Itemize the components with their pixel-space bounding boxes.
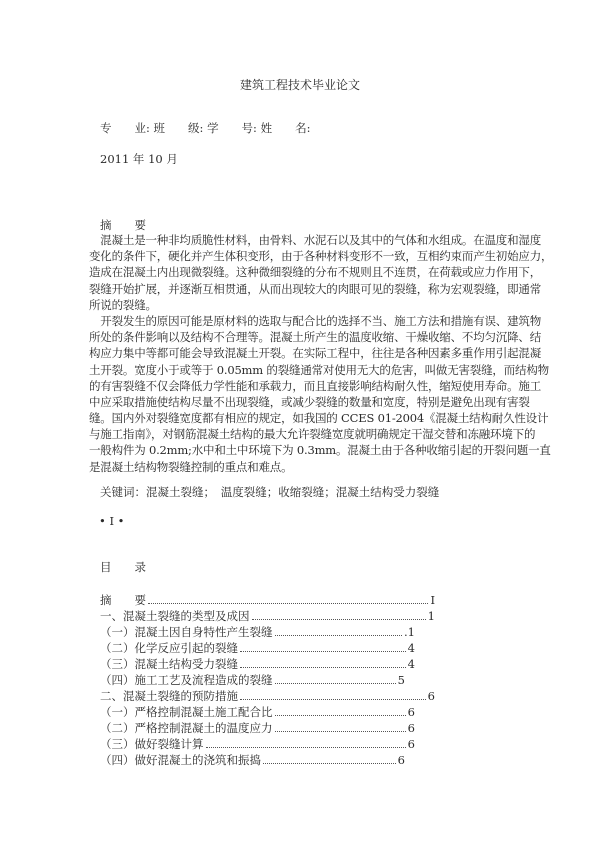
abstract-line: 一般构件为 0.2mm;水中和土中环境下为 0.3mm。混凝土由于各种收缩引起的开裂问题一直: [89, 443, 551, 458]
toc-entry[interactable]: [100, 592, 435, 608]
student-info: [100, 120, 310, 136]
toc-entry-page: 6: [407, 705, 415, 719]
toc-entry-label: （三）混凝土结构受力裂缝: [100, 657, 238, 671]
toc-entry[interactable]: [100, 608, 435, 624]
abstract-line: 混凝土是一种非均质脆性材料，由骨料、水泥石以及其中的气体和水组成。在温度和湿度: [89, 233, 541, 247]
abstract-line: 土开裂。宽度小于或等于 0.05mm 的裂缝通常对使用无大的危害，叫做无害裂缝，而结构物: [89, 362, 549, 377]
class-label: 班 级:: [153, 121, 204, 135]
toc-leader-dots: [275, 721, 406, 732]
toc-entry-page: 6: [427, 689, 435, 703]
toc-leader-dots: [148, 593, 428, 604]
toc-leader-dots: [240, 657, 406, 668]
toc-entry-label: 摘 要: [100, 593, 146, 607]
table-of-contents: [100, 592, 440, 768]
toc-entry-label: 一、混凝土裂缝的类型及成因: [100, 609, 250, 623]
toc-entry[interactable]: [100, 752, 405, 768]
abstract-line: 与施工指南》，对钢筋混凝土结构的最大允许裂缝宽度就明确规定干湿交替和冻融环境下的: [89, 427, 536, 442]
toc-entry-page: 1: [427, 609, 435, 623]
abstract-line: 构应力集中等都可能会导致混凝土开裂。在实际工程中，往往是各种因素多重作用引起混凝: [89, 346, 541, 361]
toc-entry[interactable]: [100, 688, 435, 704]
toc-entry[interactable]: [100, 736, 415, 752]
toc-entry-page: 4: [407, 641, 415, 655]
toc-entry-page: I: [430, 593, 435, 607]
toc-entry-page: 6: [407, 737, 415, 751]
toc-entry[interactable]: [100, 656, 415, 672]
keywords: 关键词：混凝土裂缝； 温度裂缝；收缩裂缝；混凝土结构受力裂缝: [100, 485, 440, 499]
toc-entry-label: （四）做好混凝土的浇筑和振捣: [100, 753, 261, 767]
toc-leader-dots: [275, 705, 406, 716]
abstract-line: 缝。国内外对裂缝宽度都有相应的规定，如我国的 CCES 01-2004《混凝土结构耐久性设计: [89, 411, 549, 426]
abstract-line: 是混凝土结构物裂缝控制的重点和难点。: [89, 459, 293, 474]
toc-entry-page: 4: [407, 657, 415, 671]
abstract-line: 所说的裂缝。: [89, 297, 157, 312]
abstract-line: 裂缝开始扩展，并逐渐互相贯通，从而出现较大的肉眼可见的裂缝，称为宏观裂缝，即通常: [89, 281, 541, 296]
abstract-line: 开裂发生的原因可能是原材料的选取与配合比的选择不当、施工方法和措施有误、建筑物: [89, 313, 541, 328]
abstract-body: [89, 232, 553, 475]
major-label: 专 业:: [100, 121, 150, 135]
toc-entry-page: 6: [397, 753, 405, 767]
toc-leader-dots: [263, 753, 396, 764]
toc-leader-dots: [252, 609, 426, 620]
toc-leader-dots: [206, 737, 406, 748]
toc-entry-page: 5: [397, 673, 405, 687]
toc-entry-page: .1: [404, 625, 415, 639]
toc-entry[interactable]: [100, 704, 415, 720]
document-title: 建筑工程技术毕业论文: [239, 78, 360, 92]
toc-leader-dots: [275, 673, 396, 684]
toc-entry[interactable]: [100, 720, 415, 736]
toc-leader-dots: [275, 625, 403, 636]
toc-entry-label: （四）施工工艺及流程造成的裂缝: [100, 673, 273, 687]
name-label: 姓 名:: [260, 121, 311, 135]
toc-leader-dots: [240, 689, 426, 700]
date: 2011 年 10 月: [100, 152, 178, 166]
abstract-line: 所处的条件影响以及结构不合理等。混凝土所产生的温度收缩、干燥收缩、不均匀沉降、结: [89, 330, 541, 345]
toc-entry-label: （一）混凝土因自身特性产生裂缝: [100, 625, 273, 639]
abstract-heading: 摘 要: [100, 218, 146, 232]
toc-entry-label: （一）严格控制混凝土施工配合比: [100, 705, 273, 719]
toc-entry[interactable]: [100, 624, 415, 640]
toc-entry-page: 6: [407, 721, 415, 735]
student-id-label: 学 号:: [207, 121, 257, 135]
page-number: • I •: [99, 514, 125, 528]
abstract-line: 中应采取措施使结构尽量不出现裂缝，或减少裂缝的数量和宽度，特别是避免出现有害裂: [89, 394, 530, 409]
toc-entry-label: 二、混凝土裂缝的预防措施: [100, 689, 238, 703]
abstract-line: 造成在混凝土内出现微裂缝。这种微细裂缝的分布不规则且不连贯，在荷载或应力作用下，: [89, 265, 541, 280]
toc-entry-label: （三）做好裂缝计算: [100, 737, 204, 751]
toc-entry[interactable]: [100, 672, 405, 688]
toc-heading: 目 录: [100, 560, 146, 574]
toc-leader-dots: [240, 641, 406, 652]
toc-entry[interactable]: [100, 640, 415, 656]
abstract-line: 变化的条件下，硬化并产生体积变形，由于各种材料变形不一致，互相约束而产生初始应力，: [89, 249, 553, 264]
toc-entry-label: （二）严格控制混凝土的温度应力: [100, 721, 273, 735]
abstract-line: 的有害裂缝不仅会降低力学性能和承载力，而且直接影响结构耐久性，缩短使用寿命。施工: [89, 378, 541, 393]
toc-entry-label: （二）化学反应引起的裂缝: [100, 641, 238, 655]
